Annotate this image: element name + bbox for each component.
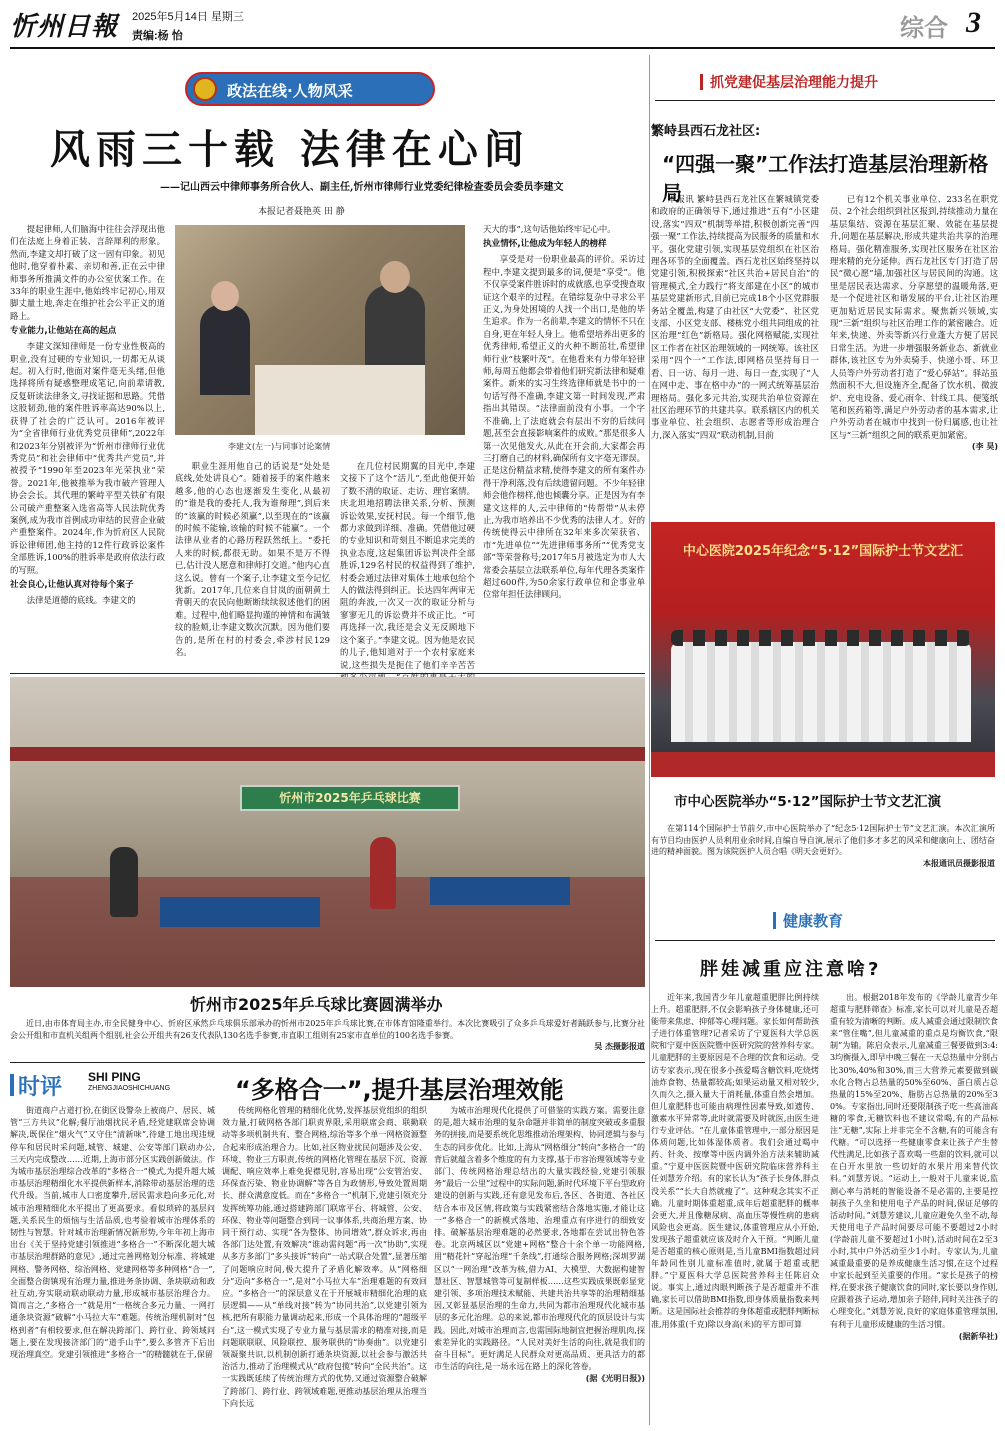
pingpong-photo bbox=[10, 677, 645, 987]
politics-col-c bbox=[340, 460, 475, 696]
commentary-source: (据《光明日报》) bbox=[585, 1374, 645, 1384]
politics-photo bbox=[175, 225, 465, 435]
commentary-label-pinyin-2: ZHENGJIAOSHICHUANG bbox=[88, 1085, 171, 1092]
nurses-caption-text: 在第114个国际护士节前夕,市中心医院举办了“纪念5·12国际护士节”文艺汇演。本次汇演所有节目均由医护人员利用业余时间,自编自导自演,展示了他们多才多艺的风采和健康向上、团结奋进的精神面貌。图为该院医护人员合唱《明天会更好》。 bbox=[651, 824, 995, 856]
paper-name-logo: 忻州日報 bbox=[10, 12, 119, 42]
police-emblem-icon bbox=[193, 77, 217, 101]
nurses-caption bbox=[651, 823, 995, 869]
pingpong-headline: 忻州市2025年乒乓球比赛圆满举办 bbox=[190, 995, 443, 1014]
masthead-rule bbox=[10, 47, 995, 49]
commentary-headline: “多格合一”,提升基层治理效能 bbox=[235, 1076, 564, 1104]
nurses-photo bbox=[651, 522, 995, 777]
commentary-col-2 bbox=[222, 1105, 427, 1410]
health-col-1 bbox=[651, 992, 819, 1331]
politics-col-a bbox=[10, 223, 165, 606]
grassroots-headline: “四强一聚”工作法打造基层治理新格局 bbox=[662, 152, 989, 205]
page-editor: 责编:杨 怡 bbox=[132, 30, 183, 42]
health-col-2-text: 出。根据2018年发布的《学龄儿童青少年超重与肥胖筛查》标准,家长可以对儿童是否超重有较为清晰的判断。成人减重会通过限制饮食来“管住嘴”,但儿童减重的重点是均衡饮食,“限制”为辅。陈启众表示,儿童减重三餐要做到3:4:3均衡摄入,即早中晚三餐在一天总热量中分别占比30%,40%和30%,而三大营养元素要做到碳水化合物占总热量的50%至60%、蛋白质占总热量的15%至20%、脂肪占总热量的20%至30%。专家指出,同时还要限制孩子吃一些高油高糖的零食,无糖饮料也不建议常喝,有的产品标注“无糖”,实际上并非完全不含糖,有的可能含有代糖。“可以选择一些健康零食来让孩子产生替代性满足,比如孩子喜欢喝一些甜的饮料,就可以在白开水里放一些切好的水果片用来替代饮料。”刘慧芳说。“运动上,一般对于儿童来说,监测心率与消耗的智能设备不是必需的,主要是控制孩子久坐和使用电子产品的时间,保证足够的活动时间。”刘慧芳建议,儿童应避免久坐不动,每天使用电子产品时间要尽可能不要超过2小时(学龄前儿童不要超过1小时),活动时间在2至3小时,其中户外活动至少1小时。专家认为,儿童减重最重要的是养成健康生活习惯,在这个过程中家长起到至关重要的作用。“家长是孩子的榜样,在要求孩子健康饮食的同时,家长要以身作则,应跟着孩子运动,增加亲子陪伴,同时关注孩子的心理变化。”刘慧芳说,良好的家庭体重管理氛围,有利于儿童形成健康的生活习惯。 bbox=[830, 993, 998, 1329]
pingpong-caption-text: 近日,由市体育局主办,市全民健身中心、忻府区承然乒乓球俱乐部承办的忻州市2025年乒乓球比赛,在市体育馆隆重举行。本次比赛吸引了众多乒乓球爱好者踊跃参与,比赛分社会公开组和市直机关组两个组别,社会公开组共有26支代表队130名选手参赛,市直职工组则有25家市直单位的100名选手参赛。 bbox=[10, 1019, 645, 1040]
grassroots-col-1-text: 本报讯 繁峙县西石龙社区在繁城镇党委和政府的正确领导下,通过推进“五有”小区建设,落实“四双”机制等举措,积极创新完善“四强一聚”工作法,持续提高为民服务的质量和水平。强化党建引领,实现基层党组织在社区治理各环节的全面覆盖。西石龙社区始终坚持以党建引领,积极探索“社区共治+居民自治”的管理模式,全力践行“将支部建在小区”的城市基层党建新形式,目前已完成18个小区党群服务站全覆盖,构建了由社区“大党委”、社区党支部、小区党支部、楼栋党小组共同组成的社区治理“红色”新格局。强化网格赋能,实现社区工作者在社区治理领域的一网统筹。该社区采用“四个一”工作法,即网格员坚持每日一看、日一访、每月一进、每日一查,实现了“人在网中走、事在格中办”的一网式统筹基层治理格局。强化多元共治,实现共治单位资源在社区治理环节的共建共享。联系辖区内的机关事业单位、社会组织、志愿者等形成治理合力,深入落实“四双”联动机制,目前 bbox=[651, 194, 819, 440]
section-name: 综合 bbox=[900, 14, 948, 42]
commentary-rule bbox=[10, 1062, 645, 1063]
politics-photo-caption: 李建文(左一)与同事讨论案情 bbox=[228, 442, 331, 451]
health-tag-text: 健康教育 bbox=[783, 912, 844, 930]
politics-banner bbox=[185, 72, 435, 106]
grassroots-col-2-text: 已有12个机关事业单位、233名在职党员、2个社会组织到社区报到,持续推动力量在基层集结、资源在基层汇聚、效能在基层提升,问题在基层解决,形成共建共治共享的治理格局。强化精准服务,实现社区服务在社区治理来精的充分延伸。西石龙社区专门打造了居民“微心愿”墙,加强社区与居民间的沟通。这里是居民表达需求、分享愿望的温暖角落,更是一个促进社区和谐发展的平台,让社区治理更加贴近居民实际需求。聚焦新兴领域,实现“三新”组织与社区治理工作的紧密融合。近年来,快递、外卖等新兴行业蓬大方便了居民日常生活。为进一步增强服务新业态、新就业群体,该社区专为外卖骑手、快递小哥、环卫人员等户外劳动者打造了“爱心驿站”。驿站虽然面积不大,但设施齐全,配备了饮水机、微波炉、充电设备、爱心雨伞、针线工具、便笺纸笔和医药箱等,满足户外劳动者的基本需求,让户外劳动者在城市中找到一份归属感,也让社区与“三新”组织之间的联系更加紧密。 bbox=[830, 194, 998, 440]
pingpong-banner-text: 忻州市2025年乒乓球比赛 bbox=[279, 791, 421, 805]
health-col-1-text: 近年来,我国青少年儿童超重肥胖比例持续上升。超重肥胖,不仅会影响孩子身体健康,还可能带来焦虑、抑郁等心理问题。家长如何帮助孩子进行体重管理?记者采访了宁夏医科大学总医院和宁夏中医医院暨中医研究院的营养科专家。儿童肥胖的主要原因是不合理的饮食和运动。受访专家表示,现在很多小孩爱喝含糖饮料,吃烧烤油炸食物、热量都较高;如果运动量又相对较少,久而久之,摄入量大于消耗量,体重自然会增加。但儿童肥胖也可能由病理性因素导致,如遗传、激素水平异常等,此时就需要及时就医,由医生进行专业评估。“在儿童体重管理中,一部分原因是体质问题,比如体湿体质者。我们会通过喝中药、针灸、按摩等中医内调外治方法来辅助减重。”宁夏中医医院暨中医研究院临床营养科主任刘慧芳介绍。有的家长认为“孩子长身体,胖点没关系”“长大自然就瘦了”。这种观念其实不正确。儿童时期体重超重,成年后超重肥胖的概率会更大,并且像糖尿病、高血压等慢性病的患病风险也会更高。医生建议,体重管理应从小开始,发现孩子超重就应该及时介入干预。“判断儿童是否超重的核心原则是,当儿童BMI指数超过同年龄同性别儿童标准值时,就属于超重或肥胖。”宁夏医科大学总医院营养科主任陈启众说。事实上,通过肉眼判断孩子是否超重并不准确,家长可以借助BMI指数,即身体质量指数来判断。这是国际社会推荐的身体超重或肥胖判断标准,用体重(千克)除以身高(米)的平方即可算 bbox=[651, 993, 819, 1329]
politics-subheadline: ——记山西云中律师事务所合伙人、副主任,忻州市律师行业党委纪律检查委员会委员李建文 bbox=[160, 182, 564, 193]
issue-date: 2025年5月14日 星期三 bbox=[132, 11, 244, 23]
commentary-col-2-text: 传统网格化管理的精细化优势,发挥基层党组织的组织效力量,打破网格各部门职责界限,采用联席会商、联勤联动等多项机制共有、整合网格,综治等多个单一网格资源整合起来形成治理合力。比如,社区物业扰民问题涉及公安、环境、物业三方职责,传统的网格化管理在基层下沉、资源调配、响应效率上难免捉襟见肘,容易出现“公安管治安、环保查污染、物业协调解”等各自为政情形,导致处置周期长、群众满意度低。而在“多格合一”机制下,党建引领充分发挥统筹功能,通过搭建跨部门联席平台、将城管、公安、环保、物业等问题整合到同一议事体系,共商治理方案、协同干预行动、实现“各为整体、协同增效”,群众诉求,再由各部门达处置,有效解决“谁动需问题”再一次“协助”,实现从多方多部门“多头接诉”转向“一站式联合处置”,显著压缩了问题响应时间,极大提升了矛盾化解效率。从“网格细分”迈向“多格合一”,是对“小马拉大车”治理难题的有效回应。“多格合一”的深层意义在于开展城市精细化治理的底层逻辑——从“单线对接”转为“协同共治”,以党建引领为核,把所有职能力量调动起来,形成一个具体治理的“超级平台”,这一模式实现了专业力量与基层需求的精准对接,而是问题联联联、风险联控、服务联供的“协奏曲”。以党建引领凝聚共识,以机制创新打通条块资源,以社会参与激活共治活力,推动了治理模式从“政府包揽”转向“全民共治”。这一实践既延续了传统治理方式的优势,又通过资源整合破解了跨部门、跨行业、跨领域难题,更推动基层治理从治理当下向长远 bbox=[222, 1106, 427, 1408]
nurses-banner-text: 中心医院2025年纪念“5·12”国际护士节文艺汇 bbox=[682, 544, 964, 559]
politics-col-d-text: 享受是对一份职业最高的评价。采访过程中,李建文提到最多的词,便是“享受”。他不仅享受案件胜诉时的成就感,也享受搜查取证这个艰辛的过程。在错综复杂中寻求公平正义,为身处困境的人找一个出口,是他的毕生追求。作为一名前辈,李建文的情怀不只在自身,更在年轻人身上。他希望培养出更多的优秀律师,希望正义的火种不断茁壮,希望律师行业“枝繁叶茂”。在他看来有力带年轻律师,每周五他都会带着他们研究新法律和疑难案件。新来的实习生终选律师就是书中的一句话写得不准确,李建文第一时间发现,严肃指出其错误。“法律面前没有小事。一个字不准确,上了法庭就会有层出不穷的后续问题,甚至会直接影响案件的成败。”那是很多人第一次见他发火,从此在开会前,大家都会再三打磨自己的材料,确保所有文字毫无谬误。正是这份精益求精,使得李建文的所有案件办得干净利落,没有后续遗留问题。不少年轻律师会他作榜样,他也倾囊分享。正是因为有李建文这样的人,云中律师的“传帮带”从未停止,为我市培养出不少优秀的法律人才。好的传统使得云中律所在32年来多次荣获省、市“先进单位”“先进律师事务所”“优秀党支部”等荣誉称号;2017年5月被选定为市人大常委会基层立法联系单位,每年代理各类案件超过600件,为50余家行政单位和企事业单位常年担任法律顾问。 bbox=[483, 254, 645, 600]
politics-headline: 风雨三十载 法律在心间 bbox=[50, 127, 530, 173]
commentary-col-1-text: 街道商户占道打扮,在街区设警杂上被商户、居民、城管“三方共议”化解;餐厅油烟扰民矛盾,经党建联席会协调解决,既保住“烟火气”又守住“清新味”,待建工地出现违规停车和居民时采问题,城管、城建、公安等部门联动办公,三天内完成整改……近期,上海市部分区实践创新做法。作为城市基层治理综合改革的“多格合一”模式,为提升超大城市基层治理精细化水平提供新样本,消除带动基层治理的迭代升级。当前,城市人口密度攀升,居民需求趋向多元化,对城市治理精细化水平提出了更高要求。看似琐碎的基层问题,关系民生的烦恼与生活品质,也考验着城市治理体系的韧性与智慧。针对城市治理新情况新形势,今年年初上海市出台《关于坚持党建引领推进“多格合一”不断深化超大城市基层治理群路的意见》,通过完善网格划分标准、将城建网格、警务网格、综治网格、党建网格等多种网格“合一”,全面整合街镇现有治理力量,推进务条协调、条块联动和政社互动,夯实联动联动联动力量,形成城市基层治理合力。简而言之,“多格合一”就是用“一格统合多元力量、一网打通条块资源”破解“小马拉大车”难题。传统治理机制对“包格到者”有相较要求,但在解决跨部门、跨行业、跨领域问题上,要在发现接济部门的“道手山芋”,要么多管齐下后出现治理真空。党建引领推进“多格合一”的精髓就在于,保留 bbox=[10, 1106, 215, 1360]
grassroots-col-2 bbox=[830, 193, 998, 452]
commentary-col-1 bbox=[10, 1105, 215, 1361]
health-rule bbox=[655, 940, 995, 941]
grassroots-rule bbox=[655, 100, 995, 101]
commentary-col-3 bbox=[434, 1105, 645, 1384]
politics-intro: 提起律师,人们脑海中往往会浮现出他们在法庭上身着正装、言辞犀利的形象。然而,李建文却打破了这一固有印象。初见他时,他穿着朴素、亲切和善,正在云中律师事务所推满文件的办公室伏案工作。在33年的职业生涯中,他始终牢记初心,用双脚丈量土地,奔走在维护社会公平正义的道路上。 bbox=[10, 224, 165, 321]
politics-byline: 本报记者聂艳英 田 静 bbox=[258, 207, 345, 217]
grassroots-tag-bar bbox=[700, 74, 703, 90]
commentary-label-text: 时评 bbox=[18, 1075, 63, 1100]
health-source: (据新华社) bbox=[958, 1331, 998, 1341]
politics-col-d-lead: 天大的事”,这句话他始终牢记心中。 bbox=[483, 224, 616, 234]
commentary-col-3-text: 为城市治理现代化提供了可借鉴的实践方案。需要注意的是,超大城市治理的复杂命题并非简单的制度突破或多重服务的拼接,而是要系统化思维推动治理架构、协同逻辑与参与生态的同步优化。比如,上海从“网格细分”转向“多格合一”的背后就蕴含着多个维度的有力支撑,基于市容治理领域等专业部门、传统网格治理总结出的大量实践经验,党建引领服务“最后一公里”过程中的实际问题,新时代环境下平台型政府建设的创新与实践,还有意见发布后,各区、各街道、各社区结合本市及区情,将政策与实践紧密结合落地实施,才能让这一“多格合一”的新模式落地、治理重点有序进行的细致安排。破解基层治理难题的必然要求,各地都在尝试出特色答卷。北京两城区以“党建+网格”整合十余个单一功能网格,用“精花针”穿起治理“千条线”,打通综合服务网格;深圳罗湖区以“一网治理”改革为核,借力AI、大模型、大数据构建智慧社区、智慧城管等可复制样板……这些实践成果既彰显党建引领、多项治理技术赋能、共建共治共享等的治理精细基因,又彰显基层治理的生命力,共同为都市治理现代化城市基层的多元化治理。总的来说,都市治理现代化的顶层设计与实践。因此,对城市治理而言,也需国际地制宜把握治理肌肉,探索差异化的实践路径。“人民对美好生活的向往,就是我们的奋斗目标”。更好满足人民群众对更高品质、更具活力的都市生活的向往,是一场永远在路上的深化答卷。 bbox=[434, 1106, 645, 1372]
politics-para-2: 法律是道德的底线。李建文的 bbox=[26, 594, 136, 605]
politics-para-1: 李建文深知律师是一份专业性极高的职业,没有过硬的专业知识,一切都无从谈起。初入行时,他面对案件毫无头绪,但他选择将所有疑惑整理成笔记,向前辈请教,反复研读法律条文,寻找证据和思路。凭借这股韧劲,他的案件胜诉率高达90%以上,获得了社会的广泛认可。2016年被评为“全省律师行业优秀党员律师”,2022年和2023年分别被评为“忻州市律师行业优秀党员”和社会律师中“优秀共产党员”,并被授予“1990年至2023年光荣执业”荣誉。2021年,他被推举为我市破产管理人协会会长。其代理的繁峙平型关铁矿有限公司破产重整案入选省高等人民法院优秀案例,成为我市首例成功审结的民营企业破产重整案件。2024年,作为忻府区人民院诉讼律师团,他主持的12件行政诉讼案件全部胜诉,100%的胜诉率是政府依法行政的写照。 bbox=[10, 341, 165, 575]
politics-col-d bbox=[483, 223, 645, 601]
pingpong-caption bbox=[10, 1018, 645, 1052]
commentary-label-pinyin: SHI PING bbox=[88, 1070, 141, 1084]
nurses-headline: 市中心医院举办“5·12”国际护士节文艺汇演 bbox=[674, 794, 942, 810]
politics-col-c-text: 在几位村民期翼的目光中,李建文接下了这个“活儿”,至此他便开始了数不清的取证、走访、理官案情。庆北坦地招聘法律关系,分析、预测诉讼效果,安抚村民。每一个细节,他都力求做到详细、准确。凭借他过硬的专业知识和苛刻且不断追求完美的执业态度,这起集团诉讼判决件全部胜诉,129名村民的权益得到了维护,村委会通过法律对集体土地承包给个人的做法得到纠正。长达四年两审无阻的奔波,一次又一次的取证分析与寥寥无几的诉讼费并不成正比。“可再选择一次,我还是会义无反顾地下这个案子。”李建文说。因为他是农民的儿子,他知道对于一个农村家庭来说,这些损失是扼住了他们辛辛苦苦 bbox=[340, 461, 475, 670]
page-number: 3 bbox=[966, 6, 981, 39]
left-section-rule bbox=[10, 673, 645, 674]
politics-col-b bbox=[175, 460, 330, 659]
masthead bbox=[0, 0, 1005, 52]
politics-subhead-1: 专业能力,让他站在高的起点 bbox=[10, 326, 117, 337]
main-column-divider bbox=[649, 55, 650, 1425]
politics-col-b-text: 职业生涯用他自己的话说是“处处是底线,处处讲良心”。随着接手的案件越来越多,他的心态也逐渐发生变化,从最初的“谁是我的委托人,我为谁辩理”,到后来的“该赢的时候必须赢”,以至现在的“该赢的时候不能输,该输的时候不能赢”。一个法律从业者的心路历程跃然纸上。“委托人来的时候,都很无助。如果不是万不得已,估计没人愿意和律师打交道。”他内心直这么说。曾有一个案子,让李建文至今记忆犹新。2017年,几位来自甘岚的面朝黄土背朝天的农民向他断断续续叙述他们的困难。过程中,他们略显拘谨的神情和布满皱纹的脸颊,让李建文数次沉默。因为他们要告的,是所在村的村委会,牵涉村民129名。 bbox=[175, 461, 330, 658]
commentary-label-bar bbox=[10, 1074, 14, 1096]
politics-subhead-3: 执业情怀,让他成为年轻人的榜样 bbox=[483, 239, 607, 250]
grassroots-place: 繁峙县西石龙社区: bbox=[651, 124, 761, 139]
health-col-2 bbox=[830, 992, 998, 1342]
politics-banner-text: 政法在线·人物风采 bbox=[227, 82, 353, 100]
grassroots-tag-text: 抓党建促基层治理能力提升 bbox=[710, 75, 878, 91]
health-headline: 胖娃减重应注意啥? bbox=[700, 959, 882, 980]
politics-subhead-2: 社会良心,让他认真对待每个案子 bbox=[10, 579, 134, 590]
grassroots-col-1 bbox=[651, 193, 819, 441]
pingpong-credit: 吴 杰摄影报道 bbox=[594, 1042, 645, 1051]
nurses-credit: 本报通讯员摄影报道 bbox=[923, 858, 995, 868]
health-tag-bar bbox=[773, 912, 776, 929]
grassroots-author: (李 昊) bbox=[971, 442, 998, 452]
